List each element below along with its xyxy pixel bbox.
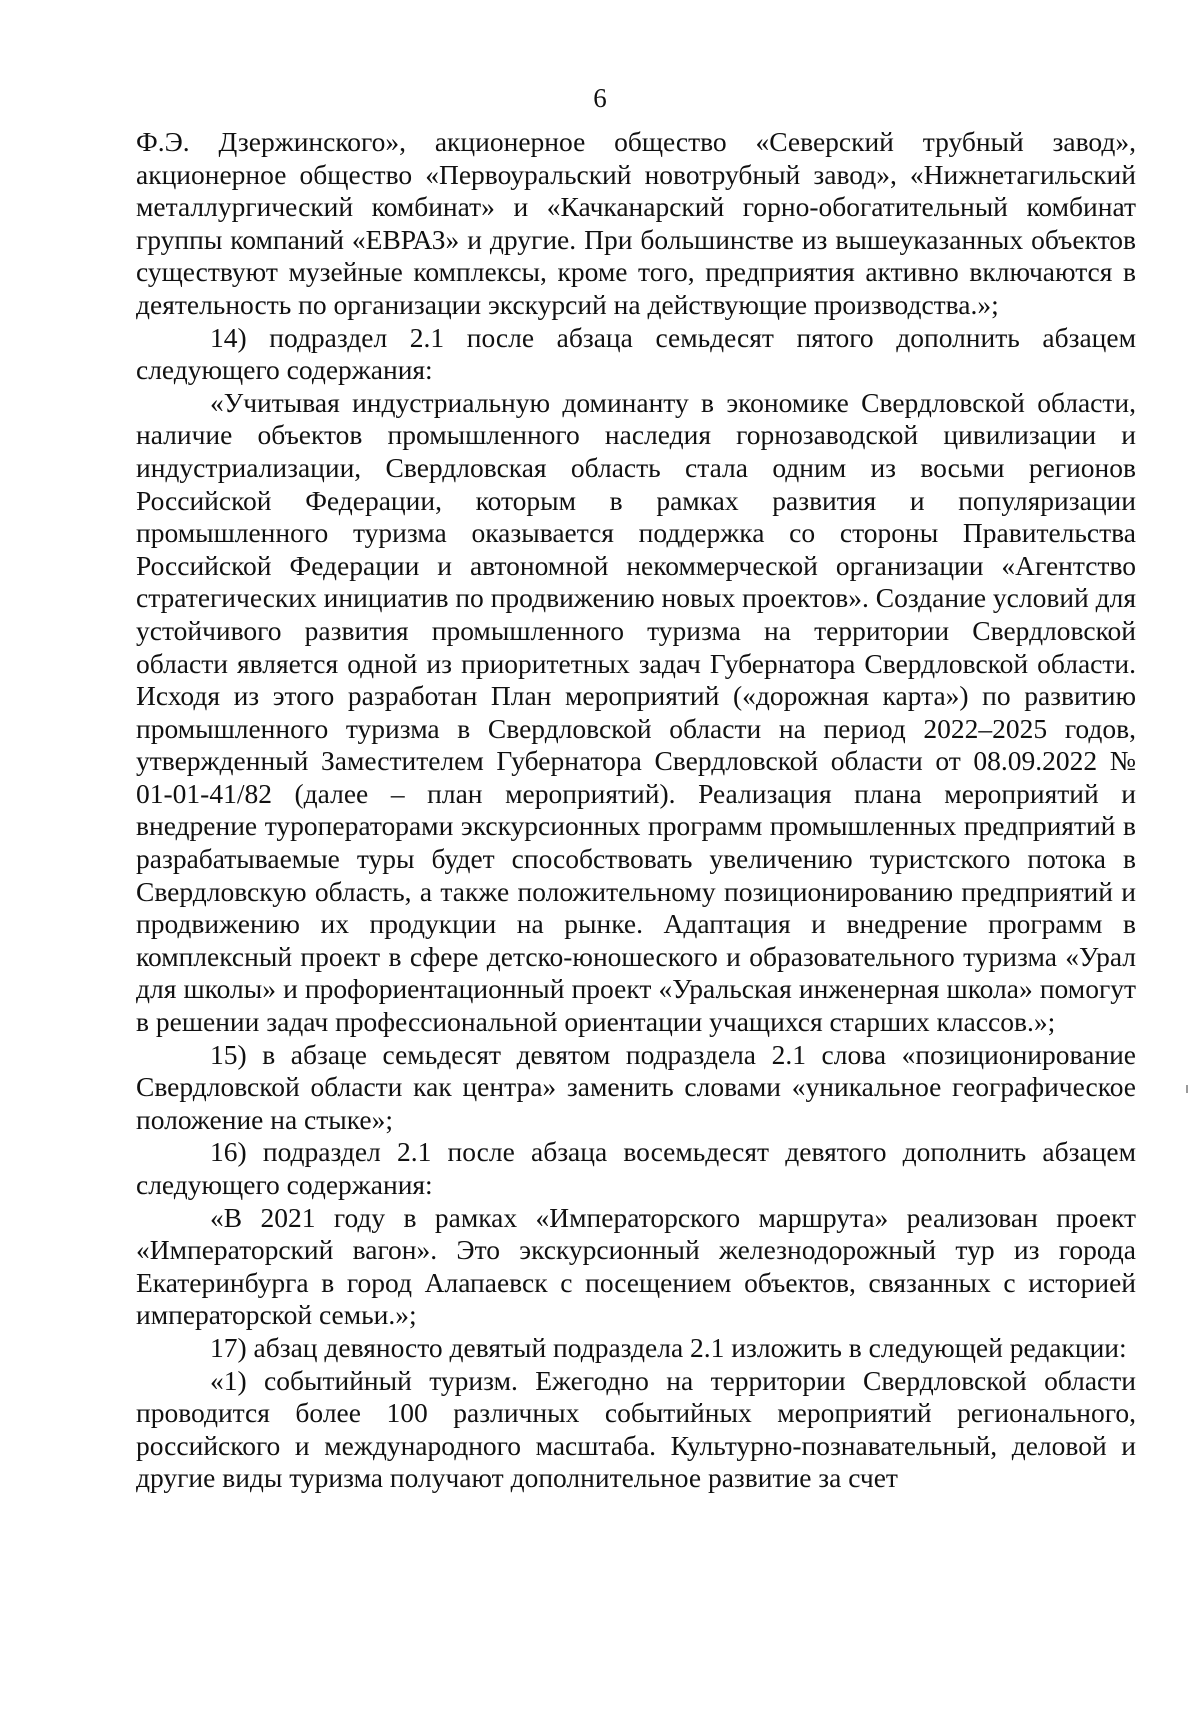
scan-artifact-mark (1186, 1085, 1188, 1093)
paragraph-continuation: Ф.Э. Дзержинского», акционерное общество «Северский трубный завод», акционерное общество «Первоуральский новотрубный завод», «Нижнетагильский металлургический комбинат» и «Качканарский горно-обогатительный комбинат группы компаний «ЕВРАЗ» и другие. При большинстве из вышеуказанных объектов существуют музейные комплексы, кроме того, предприятия активно включаются в деятельность по организации экскурсий на действующие производства.»; (136, 126, 1136, 320)
document-body (136, 126, 1136, 1495)
paragraph-item-16: 16) подраздел 2.1 после абзаца восемьдесят девятого дополнить абзацем следующего содержания: (136, 1136, 1136, 1200)
paragraph-quote-industrial-tourism: «Учитывая индустриальную доминанту в экономике Свердловской области, наличие объектов промышленного наследия горнозаводской цивилизации и индустриализации, Свердловская область стала одним из восьми регионов Российской Федерации, которым в рамках развития и популяризации промышленного туризма оказывается поддержка со стороны Правительства Российской Федерации и автономной некоммерческой организации «Агентство стратегических инициатив по продвижению новых проектов». Создание условий для устойчивого развития промышленного туризма на территории Свердловской области является одной из приоритетных задач Губернатора Свердловской области. Исходя из этого разработан План мероприятий («дорожная карта») по развитию промышленного туризма в Свердловской области на период 2022–2025 годов, утвержденный Заместителем Губернатора Свердловской области от 08.09.2022 № 01-01-41/82 (далее – план мероприятий). Реализация плана мероприятий и внедрение туроператорами экскурсионных программ промышленных предприятий в разрабатываемые туры будет способствовать увеличению туристского потока в Свердловскую область, а также положительному позиционированию предприятий и продвижению их продукции на рынке. Адаптация и внедрение программ в комплексный проект в сфере детско-юношеского и образовательного туризма «Урал для школы» и профориентационный проект «Уральская инженерная школа» помогут в решении задач профессиональной ориентации учащихся старших классов.»; (136, 386, 1136, 1038)
paragraph-quote-imperial-wagon: «В 2021 году в рамках «Императорского маршрута» реализован проект «Императорский вагон». Это экскурсионный железнодорожный тур из города Екатеринбурга в город Алапаевск с посещением объектов, связанных с историей императорской семьи.»; (136, 1201, 1136, 1331)
paragraph-item-14: 14) подраздел 2.1 после абзаца семьдесят пятого дополнить абзацем следующего содержания: (136, 321, 1136, 386)
page-number: 6 (593, 83, 607, 113)
paragraph-item-15: 15) в абзаце семьдесят девятом подраздела 2.1 слова «позиционирование Свердловской области как центра» заменить словами «уникальное географическое положение на стыке»; (136, 1038, 1136, 1135)
paragraph-quote-event-tourism: «1) событийный туризм. Ежегодно на территории Свердловской области проводится более 100 различных событийных мероприятий регионального, российского и международного масштаба. Культурно-познавательный, деловой и другие виды туризма получают дополнительное развитие за счет (136, 1364, 1136, 1494)
paragraph-item-17: 17) абзац девяносто девятый подраздела 2.1 изложить в следующей редакции: (210, 1331, 1127, 1363)
